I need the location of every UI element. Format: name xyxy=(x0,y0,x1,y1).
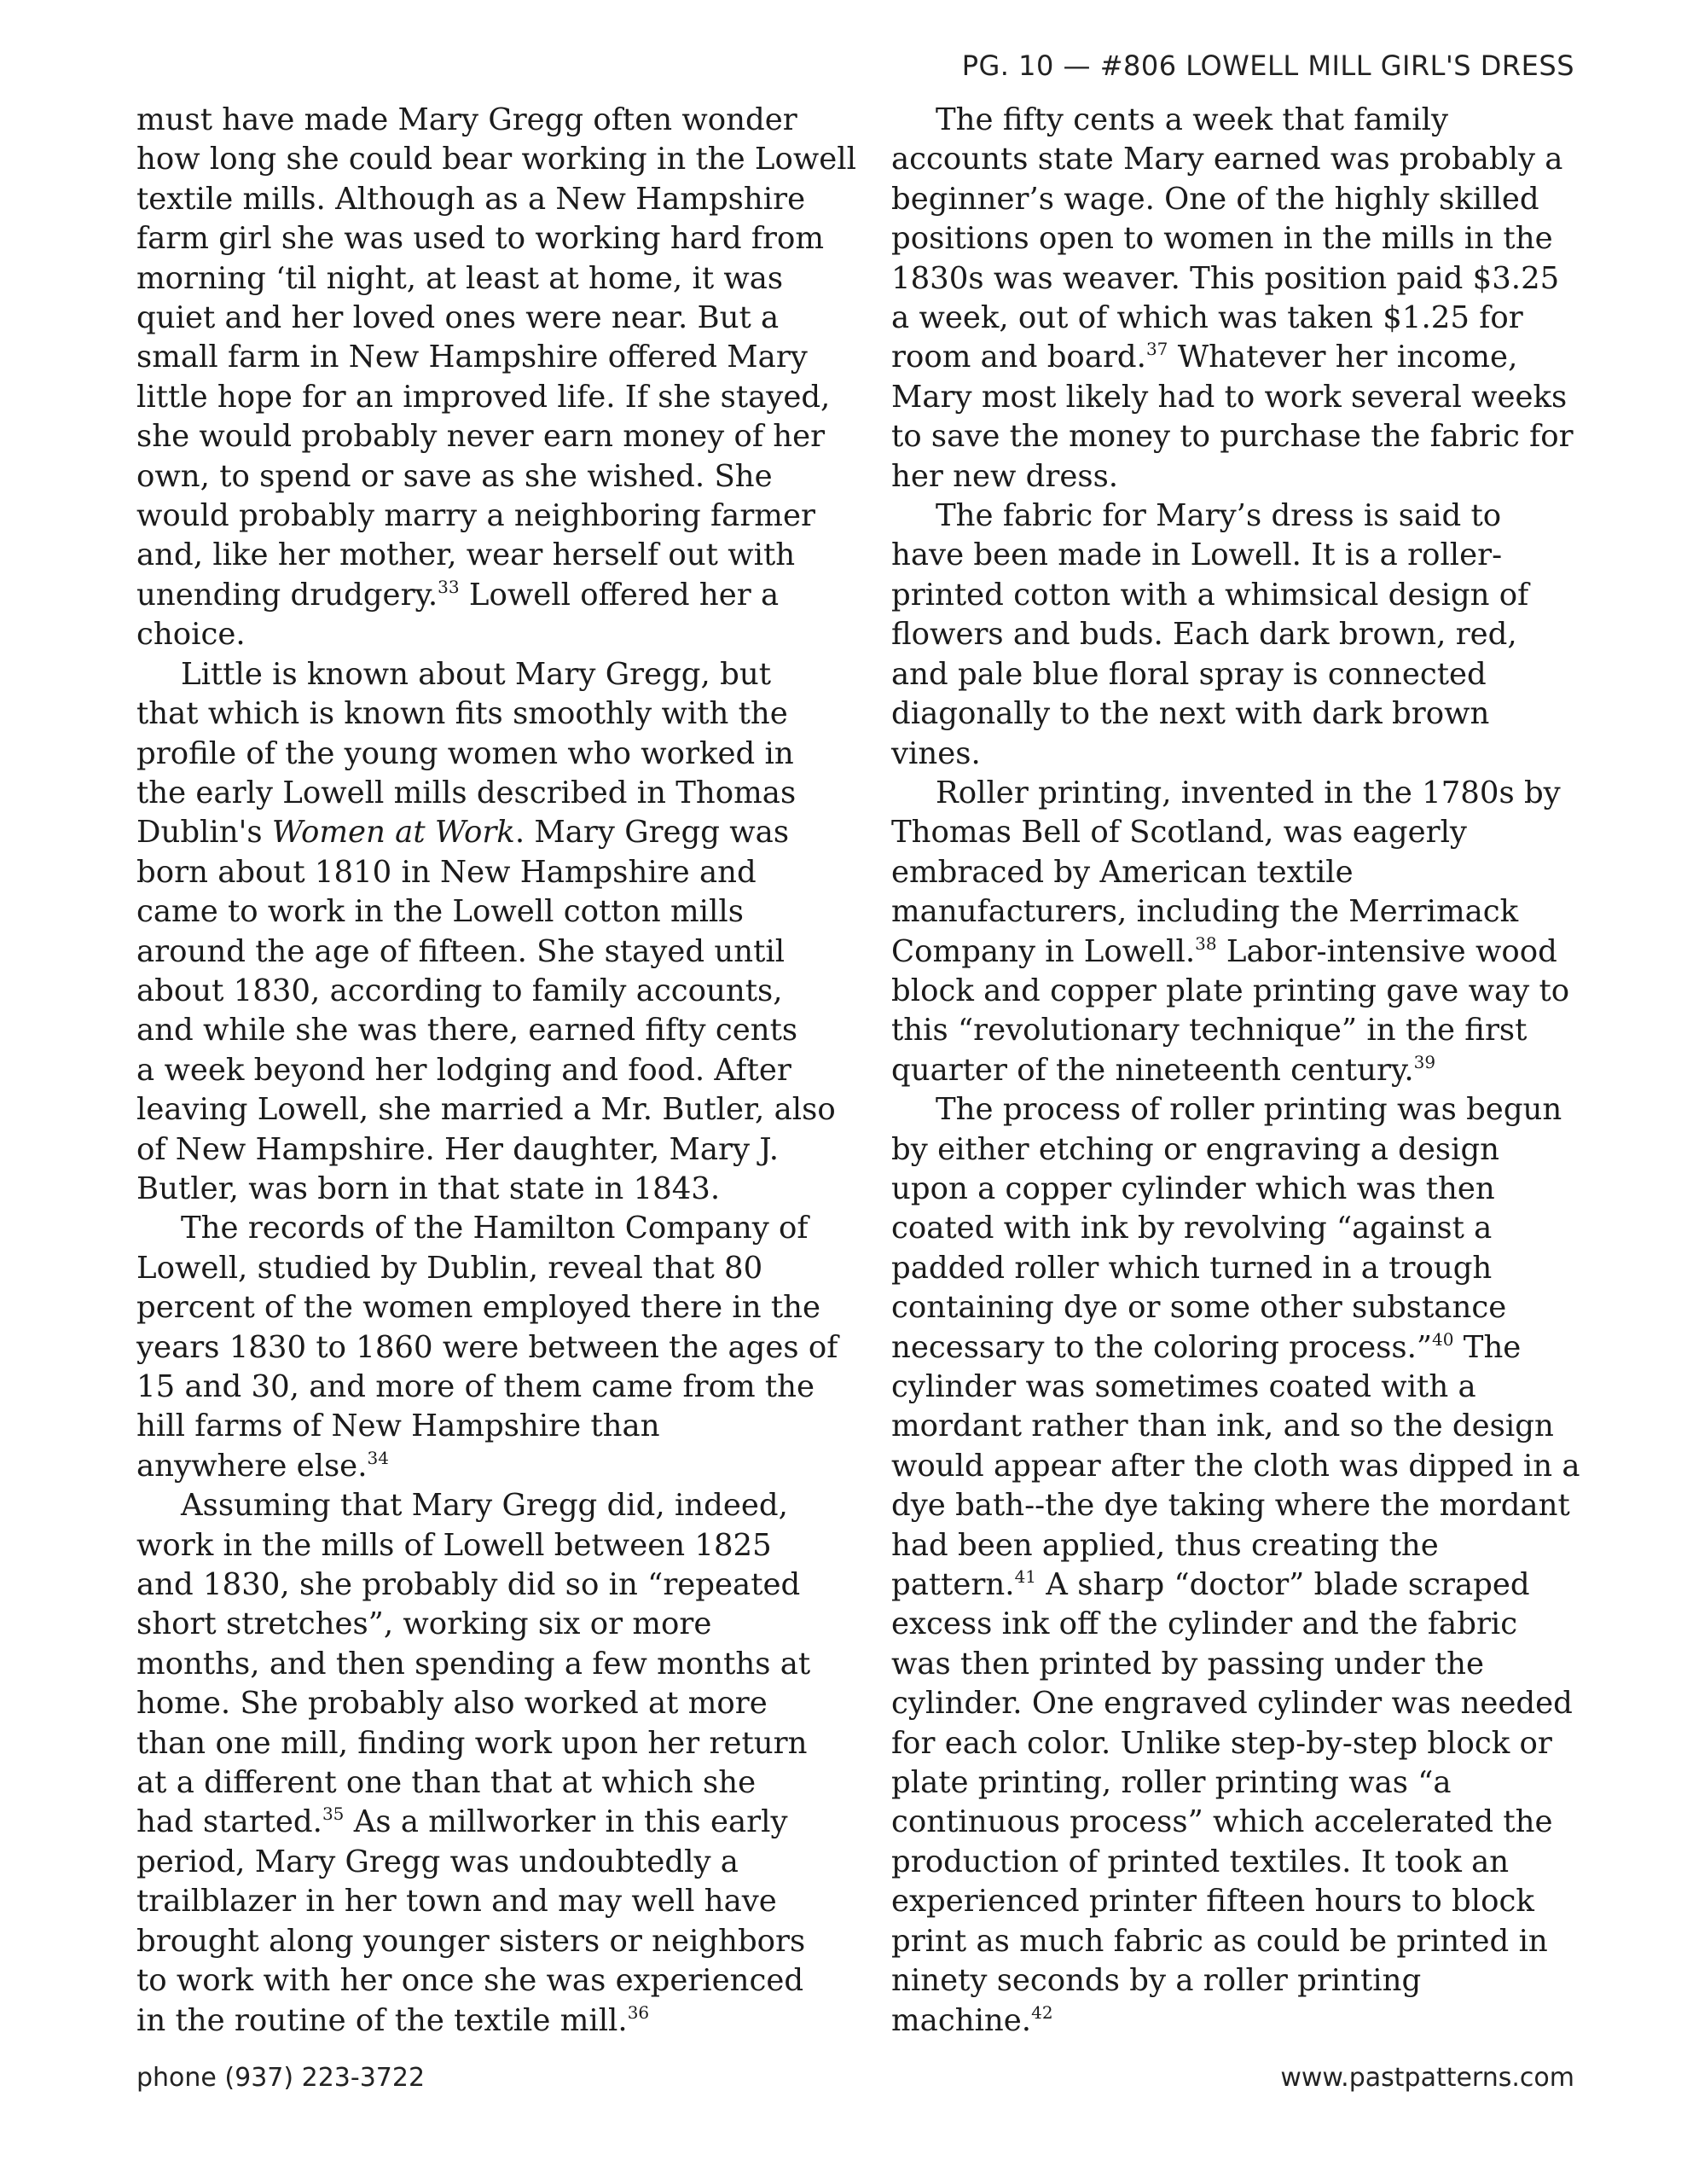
text-line: little hope for an improved life. If she stayed, xyxy=(136,379,831,415)
text-line: brought along younger sisters or neighbors xyxy=(136,1923,806,1959)
footer-website: www.pastpatterns.com xyxy=(1280,2063,1574,2093)
footnote-ref-41: 41 xyxy=(1014,1566,1037,1588)
text-line: vines. xyxy=(891,735,981,771)
footnote-ref-34: 34 xyxy=(367,1447,389,1468)
text-line: morning ‘til night, at least at home, it was xyxy=(136,260,784,296)
text-line: Lowell, studied by Dublin, reveal that 80 xyxy=(136,1250,763,1286)
text-fragment: As a millworker in this early xyxy=(344,1804,788,1840)
text-line xyxy=(136,1803,844,1842)
text-line: around the age of fifteen. She stayed until xyxy=(136,933,786,969)
text-line: quiet and her loved ones were near. But a xyxy=(136,300,780,336)
text-line: by either etching or engraving a design xyxy=(891,1131,1500,1167)
text-line: excess ink off the cylinder and the fabric xyxy=(891,1606,1518,1642)
text-fragment: Dublin's xyxy=(136,815,272,851)
text-line: and, like her mother, wear herself out with xyxy=(136,537,796,573)
text-line: The records of the Hamilton Company of xyxy=(181,1211,809,1246)
text-line: period, Mary Gregg was undoubtedly a xyxy=(136,1844,739,1879)
text-line: came to work in the Lowell cotton mills xyxy=(136,894,744,930)
text-line xyxy=(136,576,844,615)
text-line: block and copper plate printing gave way to xyxy=(891,973,1570,1008)
text-fragment: necessary to the coloring process.” xyxy=(891,1329,1433,1365)
text-line: The fifty cents a week that family xyxy=(936,102,1449,137)
text-line: plate printing, roller printing was “a xyxy=(891,1765,1452,1801)
text-line: The fabric for Mary’s dress is said to xyxy=(936,498,1502,534)
text-line: a week beyond her lodging and food. After xyxy=(136,1052,791,1088)
text-line: Mary most likely had to work several weeks xyxy=(891,379,1568,415)
text-line: cylinder. One engraved cylinder was needed xyxy=(891,1686,1573,1722)
text-line xyxy=(136,813,844,852)
text-line: and 1830, she probably did so in “repeated xyxy=(136,1567,801,1603)
text-fragment: The xyxy=(1453,1329,1522,1365)
text-line: Butler, was born in that state in 1843. xyxy=(136,1170,721,1206)
text-line: home. She probably also worked at more xyxy=(136,1686,768,1722)
text-line xyxy=(891,1565,1586,1605)
text-line: accounts state Mary earned was probably a xyxy=(891,142,1563,177)
paragraph-roller-printing-history xyxy=(891,774,1586,1090)
footnote-ref-38: 38 xyxy=(1195,932,1217,954)
footnote-ref-39: 39 xyxy=(1413,1051,1436,1072)
footnote-ref-33: 33 xyxy=(438,576,460,597)
left-column xyxy=(136,101,856,2041)
text-fragment: pattern. xyxy=(891,1567,1015,1603)
text-line: The process of roller printing was begun xyxy=(936,1092,1562,1128)
text-line: to save the money to purchase the fabric for xyxy=(891,419,1574,455)
text-line: the early Lowell mills described in Thomas xyxy=(136,775,797,810)
text-fragment: had started. xyxy=(136,1804,322,1840)
text-line xyxy=(136,2001,844,2041)
text-line: was then printed by passing under the xyxy=(891,1646,1485,1682)
text-line: months, and then spending a few months at xyxy=(136,1646,811,1682)
page-header: PG. 10 — #806 LOWELL MILL GIRL'S DRESS xyxy=(961,49,1574,82)
text-line xyxy=(891,338,1586,377)
text-line: farm girl she was used to working hard from xyxy=(136,221,824,257)
text-line: small farm in New Hampshire offered Mary xyxy=(136,340,808,375)
text-line: years 1830 to 1860 were between the ages of xyxy=(136,1329,838,1365)
paragraph-assuming xyxy=(136,1486,844,2041)
text-line: continuous process” which accelerated the xyxy=(891,1804,1553,1840)
text-fragment: in the routine of the textile mill. xyxy=(136,2002,628,2038)
text-line: Roller printing, invented in the 1780s by xyxy=(936,775,1561,810)
text-fragment: machine. xyxy=(891,2002,1032,2038)
text-line: had been applied, thus creating the xyxy=(891,1527,1439,1563)
footnote-ref-40: 40 xyxy=(1432,1328,1454,1350)
text-line: printed cotton with a whimsical design of xyxy=(891,577,1529,613)
text-line: at a different one than that at which she xyxy=(136,1765,757,1801)
text-line: textile mills. Although as a New Hampshire xyxy=(136,181,806,217)
text-line: positions open to women in the mills in the xyxy=(891,221,1553,257)
text-line: ninety seconds by a roller printing xyxy=(891,1963,1422,1999)
paragraph-hamilton-company xyxy=(136,1209,844,1486)
paragraph-mary-gregg-choice xyxy=(136,101,856,655)
footer-phone: phone (937) 223-3722 xyxy=(136,2063,426,2093)
text-line: and pale blue floral spray is connected xyxy=(891,656,1487,692)
text-line: choice. xyxy=(136,617,246,653)
text-line: and while she was there, earned fifty cents xyxy=(136,1013,798,1048)
paragraph-roller-printing-process xyxy=(891,1090,1586,2041)
text-fragment: Company in Lowell. xyxy=(891,933,1196,969)
text-line: would appear after the cloth was dipped in a xyxy=(891,1448,1580,1484)
text-line: flowers and buds. Each dark brown, red, xyxy=(891,617,1517,653)
text-line: beginner’s wage. One of the highly skilled xyxy=(891,181,1539,217)
text-line: leaving Lowell, she married a Mr. Butler, also xyxy=(136,1092,836,1128)
text-line: upon a copper cylinder which was then xyxy=(891,1170,1495,1206)
text-line: padded roller which turned in a trough xyxy=(891,1250,1493,1286)
text-line xyxy=(891,1051,1586,1090)
text-line: 1830s was weaver. This position paid $3.25 xyxy=(891,260,1560,296)
footnote-ref-42: 42 xyxy=(1031,2001,1053,2023)
text-line: hill farms of New Hampshire than xyxy=(136,1409,660,1444)
text-fragment: room and board. xyxy=(891,340,1146,375)
text-line: a week, out of which was taken $1.25 for xyxy=(891,300,1523,336)
text-line: cylinder was sometimes coated with a xyxy=(891,1369,1476,1404)
paragraph-little-is-known xyxy=(136,655,844,1210)
text-line: percent of the women employed there in the xyxy=(136,1290,821,1326)
text-line: Thomas Bell of Scotland, was eagerly xyxy=(891,815,1467,851)
text-fragment: A sharp “doctor” blade scraped xyxy=(1036,1567,1530,1603)
text-fragment: Whatever her income, xyxy=(1168,340,1518,375)
text-line: manufacturers, including the Merrimack xyxy=(891,894,1519,930)
paragraph-fifty-cents xyxy=(891,101,1586,497)
text-line: would probably marry a neighboring farmer xyxy=(136,498,815,534)
text-fragment: Labor-intensive wood xyxy=(1216,933,1557,969)
text-line: have been made in Lowell. It is a roller- xyxy=(891,537,1503,573)
text-line: than one mill, finding work upon her return xyxy=(136,1725,808,1761)
text-line: print as much fabric as could be printed in xyxy=(891,1923,1548,1959)
text-line: production of printed textiles. It took an xyxy=(891,1844,1510,1879)
text-line: how long she could bear working in the Lowell xyxy=(136,142,856,177)
text-line: containing dye or some other substance xyxy=(891,1290,1507,1326)
text-line: Assuming that Mary Gregg did, indeed, xyxy=(181,1488,788,1524)
footnote-ref-36: 36 xyxy=(627,2001,650,2023)
text-fragment: quarter of the nineteenth century. xyxy=(891,1052,1414,1088)
text-line: her new dress. xyxy=(891,458,1119,494)
text-line: mordant rather than ink, and so the design xyxy=(891,1409,1554,1444)
text-line: 15 and 30, and more of them came from the xyxy=(136,1369,815,1404)
text-line: short stretches”, working six or more xyxy=(136,1606,712,1642)
text-line: diagonally to the next with dark brown xyxy=(891,696,1490,732)
text-line: she would probably never earn money of her xyxy=(136,419,826,455)
text-line: coated with ink by revolving “against a xyxy=(891,1211,1493,1246)
book-title-women-at-work: Women at Work xyxy=(271,815,515,851)
right-column xyxy=(891,101,1586,2041)
text-fragment: unending drudgery. xyxy=(136,577,438,613)
paragraph-fabric xyxy=(891,497,1586,774)
text-line: born about 1810 in New Hampshire and xyxy=(136,854,757,890)
text-line: Little is known about Mary Gregg, but xyxy=(181,656,771,692)
text-line xyxy=(891,932,1586,972)
footnote-ref-35: 35 xyxy=(322,1804,345,1825)
text-line: to work with her once she was experienced xyxy=(136,1963,804,1999)
text-line: about 1830, according to family accounts, xyxy=(136,973,783,1008)
text-fragment: Lowell offered her a xyxy=(459,577,780,613)
text-line: profile of the young women who worked in xyxy=(136,735,794,771)
text-line: work in the mills of Lowell between 1825 xyxy=(136,1527,772,1563)
text-line: for each color. Unlike step-by-step block or xyxy=(891,1725,1552,1761)
text-line: must have made Mary Gregg often wonder xyxy=(136,102,797,137)
text-line: dye bath--the dye taking where the mordant xyxy=(891,1488,1570,1524)
text-line xyxy=(891,1328,1586,1368)
text-line: of New Hampshire. Her daughter, Mary J. xyxy=(136,1131,780,1167)
text-fragment: . Mary Gregg was xyxy=(514,815,790,851)
text-line: this “revolutionary technique” in the first xyxy=(891,1013,1528,1048)
text-fragment: anywhere else. xyxy=(136,1448,368,1484)
text-line xyxy=(891,2001,1586,2041)
text-line: experienced printer fifteen hours to block xyxy=(891,1884,1534,1920)
text-line: embraced by American textile xyxy=(891,854,1354,890)
text-line: trailblazer in her town and may well have xyxy=(136,1884,777,1920)
text-line: that which is known fits smoothly with the xyxy=(136,696,788,732)
footnote-ref-37: 37 xyxy=(1145,339,1168,360)
text-line: own, to spend or save as she wished. She xyxy=(136,458,773,494)
text-line xyxy=(136,1447,844,1486)
